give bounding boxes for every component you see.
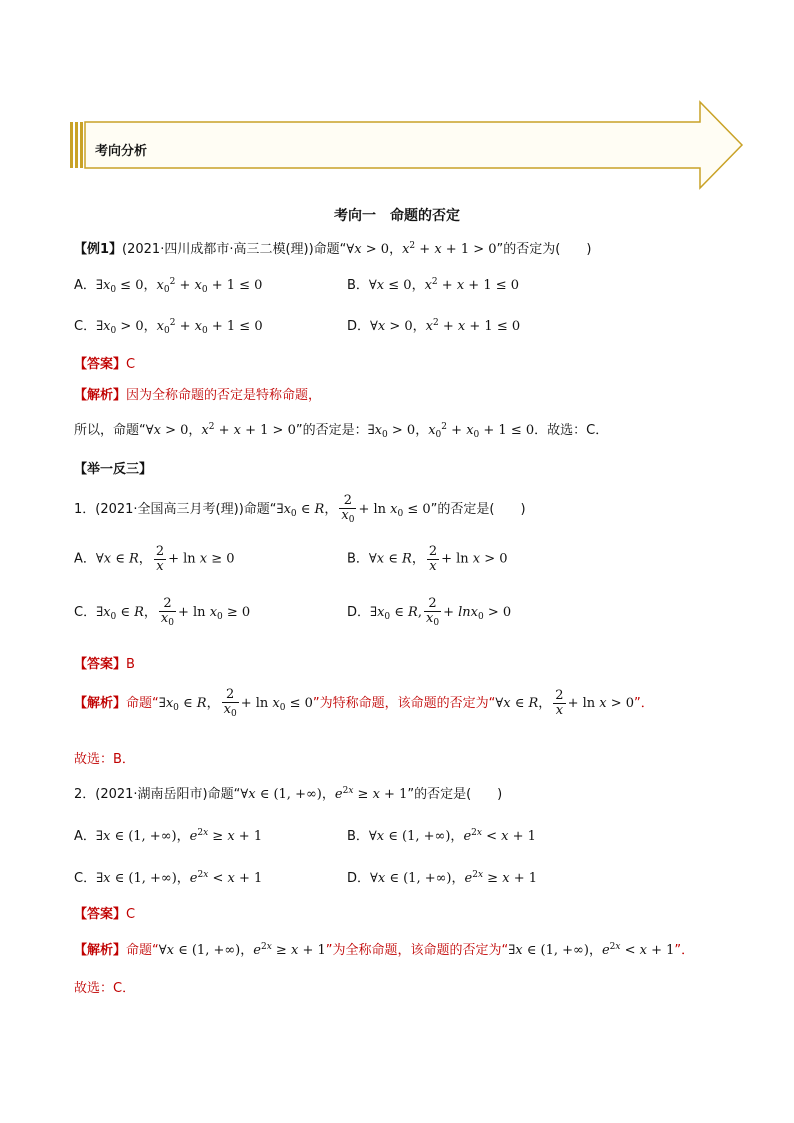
example-1-option-d[interactable]: D．∀x > 0，$x^2 + x + 1 \le 0$	[347, 318, 521, 334]
question-1-option-b[interactable]: B．∀x ∈ R， $\frac{2}{x}$ + ln x > 0	[347, 544, 508, 574]
practice-label: 【举一反三】	[74, 462, 153, 477]
banner-label: 考向分析	[95, 144, 148, 159]
section-title: 考向一 命题的否定	[334, 208, 460, 224]
section-banner-arrow	[70, 100, 746, 190]
question-1-analysis: 【解析】命题“$\exists x_0$ ∈ R， $\frac{2}{x_0}$ + $\ln x_0 \le 0$”为特称命题，该命题的否定为“∀x ∈ R， $\frac{2}{x}$ + ln x > 0”．	[74, 687, 654, 719]
example-1-option-a[interactable]: A．$\exists x_0 \le 0$，$x_0^2 + x_0 + 1 \le 0$	[74, 277, 263, 295]
question-1-stem: 1．(2021·全国高三月考(理))命题“$\exists x_0$ ∈ R， $\frac{2}{x_0}$ + $\ln x_0 \le 0$”的否定是( )	[74, 493, 526, 525]
question-1-option-d[interactable]: D．$\exists x_0$ ∈ R, $\frac{2}{x_0}$ + lnx$_0$ > 0	[347, 596, 512, 628]
question-1-answer: 【答案】B	[74, 657, 135, 672]
question-1-option-c[interactable]: C．$\exists x_0$ ∈ R， $\frac{2}{x_0}$ + $\ln x_0 \ge 0$	[74, 596, 251, 628]
question-2-stem: 2．(2021·湖南岳阳市)命题“∀x ∈ (1, +∞)，$e^{2x} \ge x + 1$”的否定是( )	[74, 786, 503, 802]
example-1-option-b[interactable]: B．∀x ≤ 0，$x^2 + x + 1 \le 0$	[347, 277, 520, 293]
question-1-conclusion: 故选：B．	[74, 752, 135, 767]
example-1-answer: 【答案】C	[74, 357, 136, 372]
example-1-option-c[interactable]: C．$\exists x_0 > 0$，$x_0^2 + x_0 + 1 \le 0$	[74, 318, 263, 336]
question-2-conclusion: 故选：C．	[74, 981, 136, 996]
question-2-option-c[interactable]: C．∃x ∈ (1, +∞)，$e^{2x} < x + 1$	[74, 870, 263, 886]
question-2-option-a[interactable]: A．∃x ∈ (1, +∞)，$e^{2x} \ge x + 1$	[74, 828, 263, 844]
question-2-option-b[interactable]: B．∀x ∈ (1, +∞)，$e^{2x} < x + 1$	[347, 828, 536, 844]
question-2-analysis: 【解析】命题“∀x ∈ (1, +∞)，$e^{2x} \ge x + 1$”为全称命题，该命题的否定为“∃x ∈ (1, +∞)，$e^{2x} < x + 1$”．	[74, 942, 695, 958]
example-1-stem: 【例1】(2021·四川成都市·高三二模(理))命题“∀x > 0，$x^2 + x + 1 > 0$”的否定为( )	[74, 241, 592, 257]
example-1-analysis-1: 【解析】因为全称命题的否定是特称命题，	[74, 388, 322, 403]
example-1-analysis-2: 所以，命题“∀x > 0，$x^2 + x + 1 > 0$”的否定是：$\exists x_0 > 0$，$x_0^2 + x_0 + 1 \le 0$．故选：C．	[74, 422, 609, 440]
question-2-option-d[interactable]: D．∀x ∈ (1, +∞)，$e^{2x} \ge x + 1$	[347, 870, 537, 886]
question-1-option-a[interactable]: A．∀x ∈ R， $\frac{2}{x}$ + ln x ≥ 0	[74, 544, 235, 574]
example-tag: 【例1】	[74, 242, 123, 257]
question-2-answer: 【答案】C	[74, 907, 136, 922]
